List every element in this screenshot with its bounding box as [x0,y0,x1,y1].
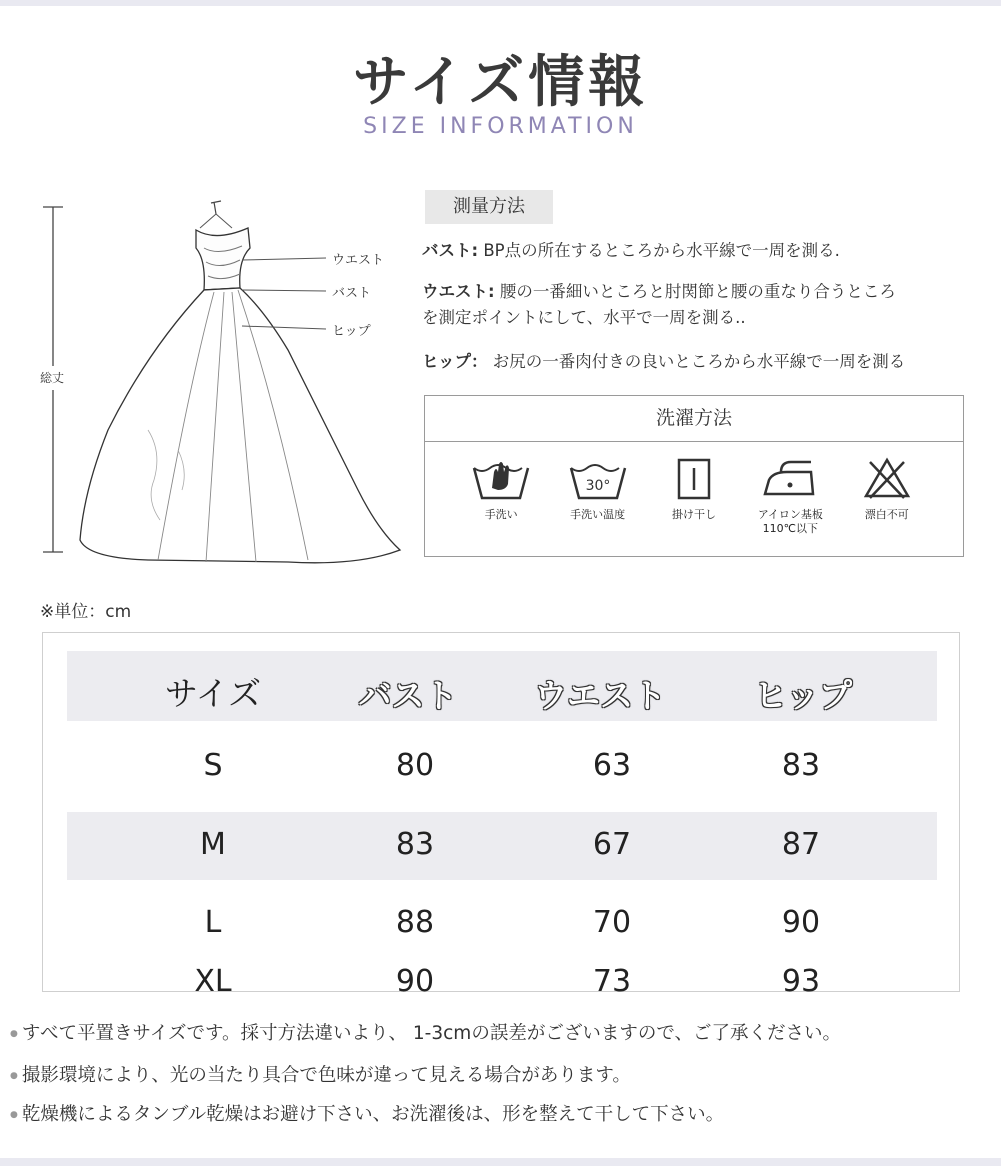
table-cell: 83 [781,748,821,783]
table-header-hip: ヒップ [753,676,852,715]
wash-item-temp [552,454,644,536]
measure-hip-text: お尻の一番肉付きの良いところから水平線で一周を測る [492,352,906,371]
dress-diagram [28,190,428,580]
note-item: ● すべて平置きサイズです。採寸方法違いより、 1-3cmの誤差がございますので、ご了承ください。 [10,1019,841,1045]
waist-label: ウエスト [332,253,385,268]
note-item: ● 乾燥機によるタンブル乾燥はお避け下さい、お洗濯後は、形を整えて干して下さい。 [10,1100,724,1126]
measure-waist-text1: 腰の一番細いところと肘関節と腰の重なり合うところ [499,282,896,301]
unit-note: ※単位：cm [40,602,132,622]
length-label: 総丈 [39,371,65,385]
table-cell: 63 [592,748,632,783]
table-header-bust: バスト [358,676,458,715]
wash-title: 洗濯方法 [425,396,963,442]
table-cell: 90 [395,964,435,999]
hip-label: ヒップ [332,324,371,339]
hang-dry-icon [661,454,727,502]
table-cell: 83 [395,827,435,862]
measure-bust-text: BP点の所在するところから水平線で一周を測る. [483,241,840,260]
page-subtitle: SIZE INFORMATION [363,114,638,139]
wash-item-bleach [841,454,933,536]
wash-label-bleach: 漂白不可 [864,508,909,521]
hand-wash-icon [468,454,534,502]
table-cell: S [203,748,223,783]
no-bleach-icon [854,454,920,502]
table-cell: 87 [781,827,821,862]
table-cell: 67 [592,827,632,862]
table-cell: M [200,827,226,862]
table-cell: XL [194,964,232,999]
table-header-waist: ウエスト [534,676,666,715]
wash-box [424,395,964,557]
wash-label-iron-2: 110℃以下 [762,522,819,535]
wash-label-iron [758,508,823,536]
measure-waist [422,279,896,305]
wash-item-hand [455,454,547,536]
wash-label-iron-1: アイロン基板 [757,508,823,521]
wash-item-hang [648,454,740,536]
table-cell: 93 [781,964,821,999]
measure-bust [422,238,840,264]
top-bar [0,0,1001,6]
bust-label: バスト [332,286,372,301]
wash-item-iron [744,454,836,536]
table-cell: 80 [395,748,435,783]
wash-label-temp: 手洗い温度 [570,508,626,521]
table-cell: 88 [395,905,435,940]
wash-temp-icon [565,454,631,502]
iron-icon [757,454,823,502]
note-item: ● 撮影環境により、光の当たり具合で色味が違って見える場合があります。 [10,1061,631,1087]
wash-label-hand: 手洗い [484,508,518,521]
table-header-size: サイズ [164,674,262,713]
measure-hip [422,349,905,375]
measure-hip-label: ヒップ： [422,352,488,371]
table-cell: 70 [592,905,632,940]
table-cell: 90 [781,905,821,940]
measure-title: 測量方法 [425,190,553,224]
measure-waist-text2: を測定ポイントにして、水平で一周を測る.. [422,308,746,327]
page-title: サイズ情報 [352,50,649,115]
table-cell: 73 [592,964,632,999]
measure-waist-label: ウエスト: [422,282,495,301]
bottom-bar [0,1158,1001,1166]
wash-temp-value: 30° [585,478,610,494]
wash-label-hang: 掛け干し [671,508,716,521]
measure-bust-label: バスト: [422,241,479,260]
table-cell: L [204,905,222,940]
